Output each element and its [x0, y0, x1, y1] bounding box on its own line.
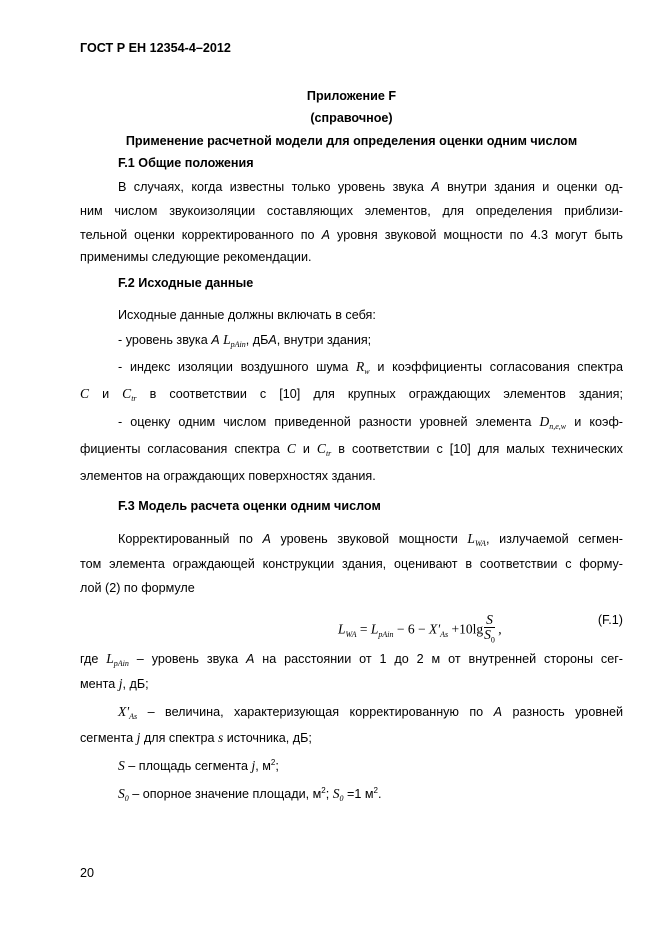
text-run: фициенты согласования спектра — [80, 442, 287, 456]
formula-expression — [338, 613, 502, 648]
text-run: и коэффициенты согласования спектра — [369, 360, 623, 374]
math-variable: j — [118, 676, 123, 691]
text-run: и — [89, 387, 123, 401]
text-run: , излучаемой сегмен- — [485, 532, 623, 546]
formula-term-sub: pAin — [378, 630, 394, 640]
text-run: лой (2) по формуле — [80, 581, 195, 595]
text-run: сегмента — [80, 731, 137, 745]
text-run: F.3 Модель расчета оценки одним числом — [118, 499, 381, 513]
text-run: уровня звуковой мощности по 4.3 могут быть — [330, 228, 623, 242]
text-run: - оценку одним числом приведенной разности уровней элемента — [118, 415, 540, 429]
text-run: источника, дБ; — [223, 731, 312, 745]
formula-log: +10lg — [448, 621, 484, 637]
math-variable: s — [217, 730, 224, 745]
text-run: для спектра — [140, 731, 218, 745]
math-variable: C — [286, 441, 296, 456]
text-run: на расстоянии от 1 до 2 м от внутренней стороны сег- — [254, 652, 623, 666]
text-line — [80, 249, 623, 265]
text-line — [80, 179, 623, 195]
text-line — [80, 386, 623, 407]
text-run: – величина, характеризующая корректированную по — [137, 705, 494, 719]
text-run: в соответствии с [10] для крупных ограждающих элементов здания; — [136, 387, 623, 401]
italic-run: А — [246, 652, 255, 666]
fraction-denominator: S — [484, 627, 491, 642]
math-subscript: tr — [131, 394, 137, 403]
math-variable: S — [118, 758, 125, 773]
math-variable: C — [80, 386, 90, 401]
math-symbol — [106, 651, 129, 666]
math-symbol — [356, 359, 370, 374]
formula-eq: = — [356, 621, 371, 637]
text-run: Исходные данные должны включать в себя: — [118, 308, 376, 322]
italic-run: А — [493, 705, 503, 719]
text-run: где — [80, 652, 107, 666]
text-line — [80, 556, 623, 572]
formula-term: L — [370, 621, 379, 637]
formula-number: (F.1) — [597, 613, 623, 627]
text-line — [80, 730, 623, 746]
text-run: ; — [275, 759, 279, 773]
text-run: F.1 Общие положения — [118, 156, 254, 170]
math-variable: L — [467, 531, 475, 546]
math-variable: L — [223, 332, 231, 347]
text-line — [80, 531, 623, 552]
text-line — [80, 468, 623, 484]
text-line — [80, 651, 623, 672]
formula-lhs-sub: WA — [345, 630, 357, 640]
math-subscript: As — [129, 712, 138, 721]
text-run: тельной оценки корректированного по — [80, 228, 322, 242]
math-variable: C — [316, 441, 326, 456]
math-symbol — [118, 704, 137, 719]
appendix-heading: Применение расчетной модели для определения оценки одним числом — [125, 134, 578, 148]
math-symbol — [122, 386, 136, 401]
italic-run: А — [262, 532, 271, 546]
formula-x-sub: As — [440, 630, 449, 640]
text-run: - индекс изоляции воздушного шума — [118, 360, 356, 374]
page-number: 20 — [80, 866, 95, 880]
superscript: 2 — [321, 786, 326, 795]
text-line — [80, 414, 623, 435]
italic-run: А — [211, 333, 220, 347]
text-run: – площадь сегмента — [124, 759, 252, 773]
text-line — [80, 580, 623, 596]
math-subscript: WA — [474, 539, 486, 548]
formula-op: − 6 − — [393, 621, 429, 637]
text-line — [80, 359, 623, 380]
math-variable: j — [251, 758, 256, 773]
text-line — [80, 203, 623, 219]
formula-fraction — [484, 613, 495, 648]
text-run: элементов на ограждающих поверхностях здания. — [80, 469, 376, 483]
text-run: внутри здания и оценки од- — [439, 180, 623, 194]
text-line — [80, 704, 623, 725]
text-run: F.2 Исходные данные — [118, 276, 254, 290]
document-header: ГОСТ Р ЕН 12354-4–2012 — [80, 41, 231, 55]
math-symbol — [467, 531, 486, 546]
appendix-note: (справочное) — [310, 111, 393, 125]
math-variable: C — [122, 386, 132, 401]
text-run: Корректированный по — [118, 532, 263, 546]
text-run: разность уровней — [502, 705, 624, 719]
math-variable: D — [539, 414, 550, 429]
text-run: , дБ — [245, 333, 269, 347]
italic-run: А — [268, 333, 277, 347]
text-run: - уровень звука — [118, 333, 212, 347]
math-subscript: tr — [325, 449, 332, 458]
math-symbol — [223, 332, 246, 347]
appendix-title: Приложение F — [306, 89, 397, 103]
math-symbol — [118, 786, 129, 801]
text-run: ; — [325, 787, 333, 801]
text-line — [80, 676, 623, 692]
text-line — [80, 275, 623, 291]
text-run: и — [295, 442, 317, 456]
math-variable: X' — [118, 704, 130, 719]
text-run: . — [377, 787, 382, 801]
text-run: и коэф- — [566, 415, 623, 429]
math-symbol — [118, 758, 125, 773]
math-symbol — [333, 786, 344, 801]
text-run: В случаях, когда известны только уровень звука — [118, 180, 432, 194]
math-variable: S — [332, 786, 340, 801]
fraction-denominator-sub: 0 — [490, 635, 495, 645]
formula-x: X' — [429, 621, 441, 637]
formula-f1 — [80, 605, 623, 645]
math-variable: j — [136, 730, 141, 745]
text-line — [80, 155, 623, 171]
text-run: =1 м — [343, 787, 374, 801]
math-subscript: pAin — [113, 659, 129, 668]
text-line — [80, 332, 623, 353]
text-run: ним числом звукоизоляции составляющих элементов, для определения приблизи- — [80, 204, 623, 218]
formula-tail: , — [494, 621, 502, 637]
math-variable: S — [118, 786, 125, 801]
text-line — [80, 498, 623, 514]
text-line — [80, 307, 623, 323]
math-variable: R — [355, 359, 365, 374]
text-run: применимы следующие рекомендации. — [80, 250, 312, 264]
math-variable: L — [106, 651, 114, 666]
superscript: 2 — [373, 786, 378, 795]
text-run: – уровень звука — [128, 652, 246, 666]
text-run: в соответствии с [10] для малых технических — [331, 442, 623, 456]
formula-lhs: L — [338, 621, 346, 637]
math-symbol — [80, 386, 89, 401]
math-subscript: 0 — [339, 794, 344, 803]
text-run: мента — [80, 677, 119, 691]
text-line — [80, 755, 623, 774]
italic-run: А — [431, 180, 440, 194]
text-run: , дБ; — [122, 677, 149, 691]
italic-run: А — [321, 228, 331, 242]
fraction-numerator: S — [486, 612, 493, 627]
math-subscript: n,e,w — [549, 422, 567, 431]
text-line — [80, 227, 623, 243]
text-run: , внутри здания; — [276, 333, 372, 347]
math-symbol — [317, 441, 331, 456]
math-subscript: pAin — [230, 340, 246, 349]
text-run: уровень звуковой мощности — [270, 532, 468, 546]
math-symbol — [539, 414, 566, 429]
text-run: – опорное значение площади, м — [128, 787, 322, 801]
text-run: том элемента ограждающей конструкции здания, оценивают в соответствии с форму- — [80, 557, 623, 571]
text-run: , м — [255, 759, 271, 773]
superscript: 2 — [270, 758, 276, 767]
math-symbol — [287, 441, 296, 456]
math-subscript: w — [364, 367, 370, 376]
text-line — [80, 441, 623, 462]
math-subscript: 0 — [124, 794, 129, 803]
text-line — [80, 783, 623, 807]
